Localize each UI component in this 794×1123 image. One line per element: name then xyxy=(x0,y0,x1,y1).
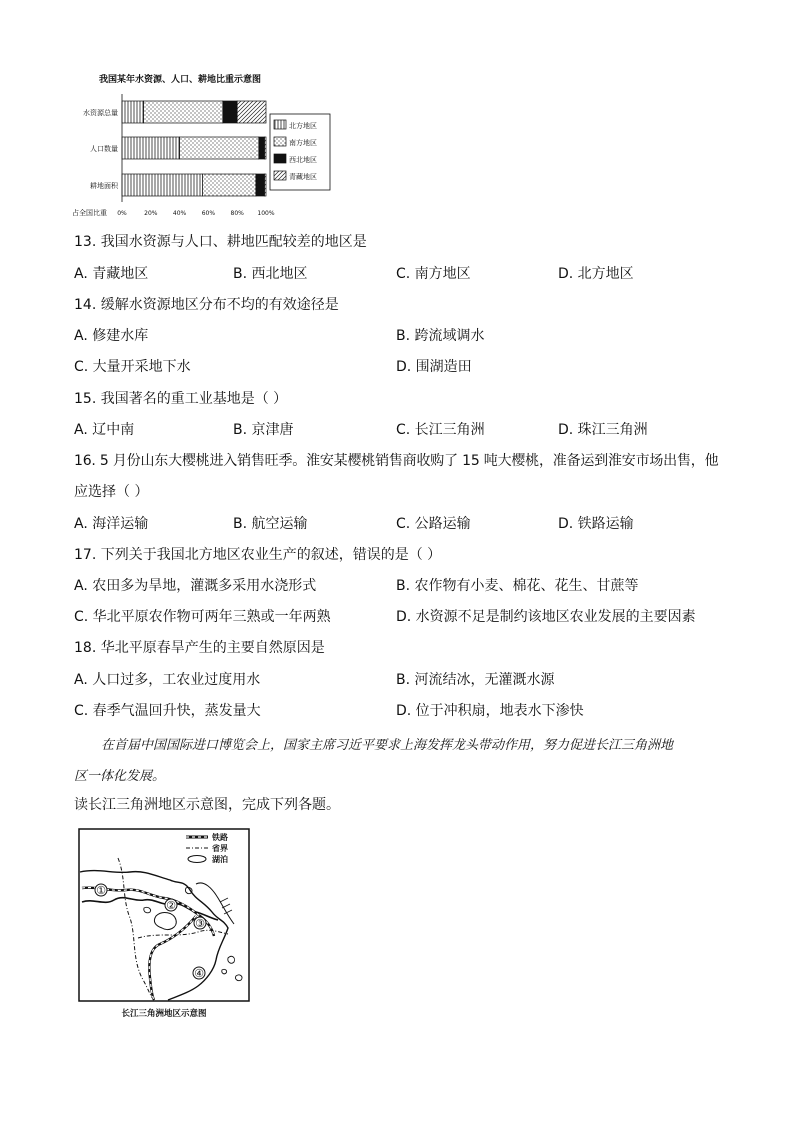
bar-1-segment-2 xyxy=(144,101,223,123)
q16-option-c[interactable]: C. 公路运输 xyxy=(396,516,471,532)
bar-3-segment-1 xyxy=(122,174,203,196)
chart-title: 我国某年水资源、人口、耕地比重示意图 xyxy=(98,75,262,85)
q16-option-a[interactable]: A. 海洋运输 xyxy=(74,516,149,532)
category-label-1: 水资源总量 xyxy=(83,109,118,117)
q17-option-b[interactable]: B. 农作物有小麦、棉花、花生、甘蔗等 xyxy=(396,578,639,594)
bar-2-segment-1 xyxy=(122,137,180,159)
marker-2: ② xyxy=(166,899,176,912)
x-tick-label-5: 80% xyxy=(230,210,244,217)
x-tick-label-1: 0% xyxy=(117,210,127,217)
q14-option-b[interactable]: B. 跨流域调水 xyxy=(396,328,485,344)
legend-label-4: 青藏地区 xyxy=(289,173,317,181)
yangtze-delta-map xyxy=(78,828,250,1022)
q15-option-d[interactable]: D. 珠江三角洲 xyxy=(558,422,648,438)
bar-1-segment-3 xyxy=(223,101,237,123)
map-instruction: 读长江三角洲地区示意图，完成下列各题。 xyxy=(74,797,340,813)
legend-swatch-3 xyxy=(274,154,286,163)
legend-label-2: 南方地区 xyxy=(289,139,317,147)
q15-stem: 15. 我国著名的重工业基地是（ ） xyxy=(74,391,288,407)
q13-option-c[interactable]: C. 南方地区 xyxy=(396,266,471,282)
q16-option-d[interactable]: D. 铁路运输 xyxy=(558,516,634,532)
legend-label-1: 北方地区 xyxy=(289,122,317,130)
q14-stem: 14. 缓解水资源地区分布不均的有效途径是 xyxy=(74,297,339,313)
legend-label-3: 西北地区 xyxy=(289,156,317,164)
q17-stem: 17. 下列关于我国北方地区农业生产的叙述，错误的是（ ） xyxy=(74,547,442,563)
q13-option-d[interactable]: D. 北方地区 xyxy=(558,266,634,282)
legend-lake-label: 湖泊 xyxy=(212,855,228,864)
q13-option-a[interactable]: A. 青藏地区 xyxy=(74,266,149,282)
marker-3: ③ xyxy=(195,917,205,930)
q16-stem-continued: 应选择（ ） xyxy=(74,484,149,500)
q18-stem: 18. 华北平原春旱产生的主要自然原因是 xyxy=(74,640,325,656)
q15-option-b[interactable]: B. 京津唐 xyxy=(233,422,294,438)
q14-option-a[interactable]: A. 修建水库 xyxy=(74,328,149,344)
stacked-bar-chart xyxy=(70,68,340,220)
legend-boundary-label: 省界 xyxy=(212,844,228,853)
q17-option-c[interactable]: C. 华北平原农作物可两年三熟或一年两熟 xyxy=(74,609,331,625)
q18-option-b[interactable]: B. 河流结冰，无灌溉水源 xyxy=(396,672,555,688)
legend-swatch-4 xyxy=(274,171,286,180)
q17-option-d[interactable]: D. 水资源不足是制约该地区农业发展的主要因素 xyxy=(396,609,696,625)
x-tick-label-4: 60% xyxy=(201,210,216,217)
bar-3-segment-3 xyxy=(256,174,265,196)
q18-option-d[interactable]: D. 位于冲积扇，地表水下渗快 xyxy=(396,703,584,719)
marker-4: ④ xyxy=(194,967,204,980)
q14-option-d[interactable]: D. 围湖造田 xyxy=(396,359,472,375)
x-tick-label-2: 20% xyxy=(144,210,158,217)
bar-2-segment-4 xyxy=(265,137,266,159)
q13-stem: 13. 我国水资源与人口、耕地匹配较差的地区是 xyxy=(74,234,367,250)
bar-2-segment-3 xyxy=(259,137,265,159)
marker-1: ① xyxy=(96,884,106,897)
category-label-3: 耕地面积 xyxy=(90,182,118,190)
q18-option-c[interactable]: C. 春季气温回升快，蒸发量大 xyxy=(74,703,261,719)
q16-option-b[interactable]: B. 航空运输 xyxy=(233,516,308,532)
q16-stem: 16. 5 月份山东大樱桃进入销售旺季。淮安某樱桃销售商收购了 15 吨大樱桃，准备运到淮安市场出售，他 xyxy=(74,453,719,469)
q18-option-a[interactable]: A. 人口过多，工农业过度用水 xyxy=(74,672,261,688)
q15-option-a[interactable]: A. 辽中南 xyxy=(74,422,135,438)
bar-1-segment-4 xyxy=(237,101,266,123)
passage-line-2: 区一体化发展。 xyxy=(74,769,166,784)
legend-railway-label: 铁路 xyxy=(212,833,228,842)
chart-xlabel: 占全国比重 xyxy=(72,209,107,217)
passage-line-1: 在首届中国国际进口博览会上，国家主席习近平要求上海发挥龙头带动作用，努力促进长江三角洲地 xyxy=(101,738,674,753)
q15-option-c[interactable]: C. 长江三角洲 xyxy=(396,422,485,438)
map-canvas xyxy=(78,828,250,1022)
bar-1-segment-1 xyxy=(122,101,144,123)
q17-option-a[interactable]: A. 农田多为旱地，灌溉多采用水浇形式 xyxy=(74,578,317,594)
q13-option-b[interactable]: B. 西北地区 xyxy=(233,266,308,282)
q14-option-c[interactable]: C. 大量开采地下水 xyxy=(74,359,191,375)
x-tick-label-6: 100% xyxy=(257,210,275,217)
legend-swatch-2 xyxy=(274,137,286,146)
bar-3-segment-4 xyxy=(265,174,266,196)
bar-3-segment-2 xyxy=(203,174,256,196)
bar-2-segment-2 xyxy=(180,137,259,159)
x-tick-label-3: 40% xyxy=(172,210,187,217)
map-caption: 长江三角洲地区示意图 xyxy=(121,1009,207,1019)
category-label-2: 人口数量 xyxy=(90,145,118,153)
chart-canvas xyxy=(70,68,340,220)
legend-swatch-1 xyxy=(274,120,286,129)
